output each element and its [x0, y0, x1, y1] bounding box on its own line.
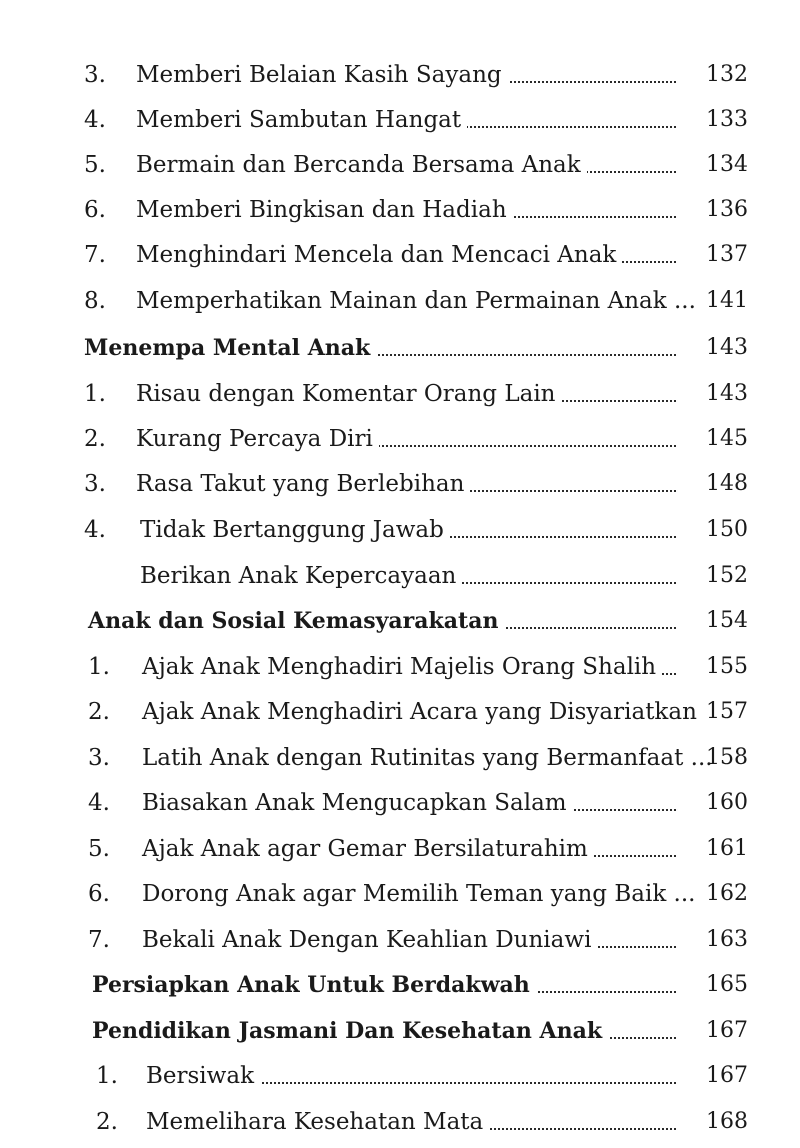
page-number: 148	[706, 471, 748, 496]
entry-number: 1.	[84, 381, 106, 407]
toc-entry	[0, 1102, 800, 1142]
page-number: 165	[706, 972, 748, 997]
page-number: 163	[706, 927, 748, 952]
toc-entry	[0, 510, 800, 550]
entry-title: Ajak Anak Menghadiri Acara yang Disyariatkan	[142, 692, 703, 732]
toc-entry	[0, 281, 800, 321]
entry-number: 4.	[84, 107, 106, 133]
toc-entry	[0, 374, 800, 414]
page-number: 167	[706, 1063, 748, 1088]
entry-number: 3.	[84, 471, 106, 497]
entry-number: 3.	[88, 745, 110, 771]
toc-section-heading	[0, 328, 800, 368]
toc-entry	[0, 920, 800, 960]
dot-leader	[250, 1082, 676, 1084]
toc-section-heading	[0, 1011, 800, 1051]
section-title: Pendidikan Jasmani Dan Kesehatan Anak	[92, 1011, 608, 1051]
entry-number: 2.	[88, 699, 110, 725]
toc-entry	[0, 692, 800, 732]
entry-title: Memberi Belaian Kasih Sayang	[136, 55, 508, 95]
toc-section-heading	[0, 601, 800, 641]
page-number: 167	[706, 1018, 748, 1043]
section-title: Menempa Mental Anak	[84, 328, 376, 368]
section-title: Persiapkan Anak Untuk Berdakwah	[92, 965, 536, 1005]
toc-entry	[0, 190, 800, 230]
dot-leader	[330, 354, 676, 356]
page-number: 137	[706, 242, 748, 267]
page-number: 152	[706, 563, 748, 588]
toc-entry	[0, 738, 800, 778]
page-number: 132	[706, 62, 748, 87]
toc-entry	[0, 874, 800, 914]
entry-number: 8.	[84, 288, 106, 314]
entry-title: Kurang Percaya Diri	[136, 419, 379, 459]
entry-number: 5.	[84, 152, 106, 178]
entry-number: 4.	[88, 790, 110, 816]
page-number: 143	[706, 381, 748, 406]
toc-entry	[0, 556, 800, 596]
toc-entry	[0, 55, 800, 95]
dot-leader	[330, 445, 676, 447]
entry-number: 1.	[88, 654, 110, 680]
entry-title: Biasakan Anak Mengucapkan Salam	[142, 783, 573, 823]
entry-number: 3.	[84, 62, 106, 88]
toc-entry	[0, 783, 800, 823]
entry-title: Bermain dan Bercanda Bersama Anak	[136, 145, 587, 185]
toc-entry	[0, 235, 800, 275]
entry-title: Memelihara Kesehatan Mata	[146, 1102, 489, 1142]
entry-title: Berikan Anak Kepercayaan	[140, 556, 462, 596]
page-number: 150	[706, 517, 748, 542]
section-title: Anak dan Sosial Kemasyarakatan	[88, 601, 504, 641]
entry-title: Latih Anak dengan Rutinitas yang Bermanfaat ...	[142, 738, 719, 778]
entry-title: Memberi Sambutan Hangat	[136, 100, 467, 140]
page-number: 143	[706, 335, 748, 360]
page-number: 136	[706, 197, 748, 222]
entry-title: Ajak Anak agar Gemar Bersilaturahim	[142, 829, 594, 869]
toc-entry	[0, 145, 800, 185]
entry-title: Bekali Anak Dengan Keahlian Duniawi	[142, 920, 597, 960]
entry-title: Bersiwak	[146, 1056, 260, 1096]
entry-number: 4.	[84, 517, 106, 543]
entry-title: Ajak Anak Menghadiri Majelis Orang Shalih	[142, 647, 662, 687]
toc-entry	[0, 647, 800, 687]
page-number: 134	[706, 152, 748, 177]
page-number: 157	[706, 699, 748, 724]
page-number: 133	[706, 107, 748, 132]
entry-title: Menghindari Mencela dan Mencaci Anak	[136, 235, 622, 275]
entry-title: Rasa Takut yang Berlebihan	[136, 464, 470, 504]
page-number: 158	[706, 745, 748, 770]
entry-number: 2.	[96, 1109, 118, 1135]
entry-title: Dorong Anak agar Memilih Teman yang Baik ...	[142, 874, 702, 914]
entry-number: 5.	[88, 836, 110, 862]
entry-number: 7.	[84, 242, 106, 268]
entry-number: 6.	[88, 881, 110, 907]
toc-section-heading	[0, 965, 800, 1005]
entry-title: Memperhatikan Mainan dan Permainan Anak ...	[136, 281, 702, 321]
entry-title: Risau dengan Komentar Orang Lain	[136, 374, 562, 414]
toc-entry	[0, 464, 800, 504]
entry-title: Tidak Bertanggung Jawab	[140, 510, 450, 550]
toc-entry	[0, 419, 800, 459]
page-number: 168	[706, 1109, 748, 1134]
entry-title: Memberi Bingkisan dan Hadiah	[136, 190, 513, 230]
toc-entry	[0, 1056, 800, 1096]
entry-number: 6.	[84, 197, 106, 223]
entry-number: 1.	[96, 1063, 118, 1089]
page-number: 145	[706, 426, 748, 451]
page-number: 141	[706, 288, 748, 313]
toc-entry	[0, 100, 800, 140]
toc-entry	[0, 829, 800, 869]
entry-number: 2.	[84, 426, 106, 452]
page-number: 155	[706, 654, 748, 679]
page-number: 161	[706, 836, 748, 861]
page-number: 160	[706, 790, 748, 815]
page-number: 154	[706, 608, 748, 633]
page-number: 162	[706, 881, 748, 906]
entry-number: 7.	[88, 927, 110, 953]
